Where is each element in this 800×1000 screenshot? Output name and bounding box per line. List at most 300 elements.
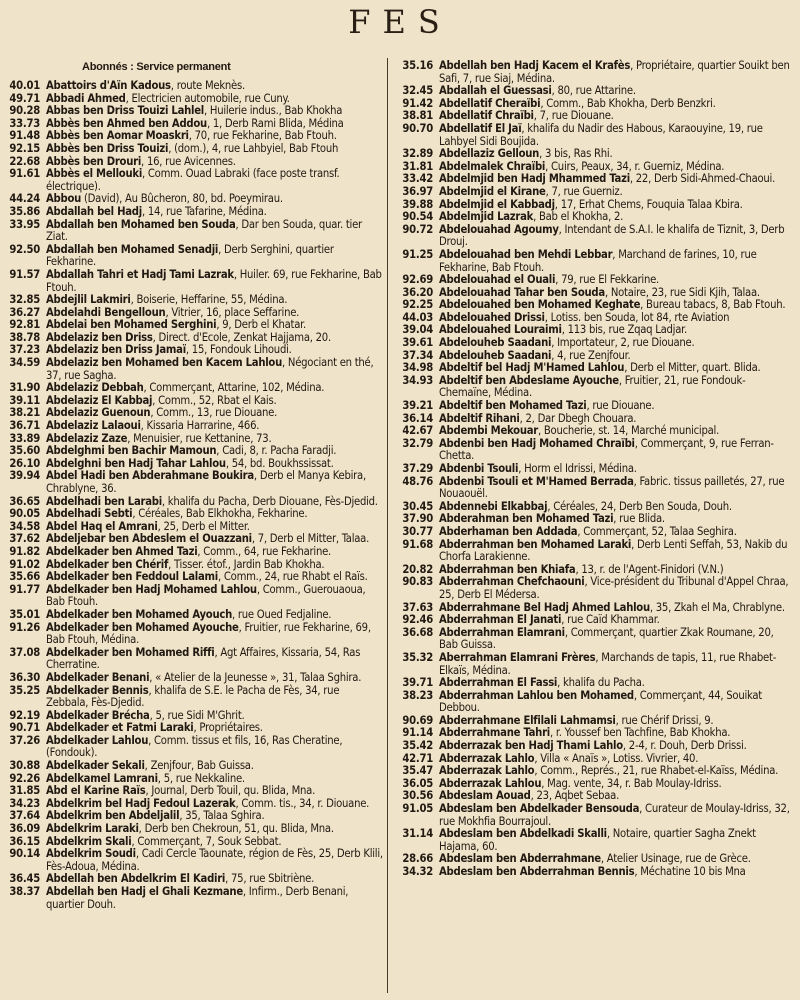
subscriber-details: , Commerçant, 52, Talaa Seghira. — [577, 524, 737, 538]
phone-number: 39.88 — [402, 197, 433, 211]
directory-entry — [395, 476, 795, 501]
phone-number: 35.32 — [402, 650, 433, 664]
entry-text — [439, 652, 795, 677]
subscriber-name: Abdellah ben Abdelkrim El Kadiri — [46, 872, 226, 886]
subscriber-details: , Cadi Cercle Taounate, région de Fès, 25, Derb Klili, Fès-Adoua, Médina. — [46, 847, 383, 873]
subscriber-name: Abdelkrim Laraki — [46, 822, 139, 836]
subscriber-name: Abdelaziz Lalaoui — [46, 419, 141, 433]
directory-entry — [395, 224, 795, 249]
subscriber-name: Abderrazak ben Hadj Thami Lahlo — [439, 739, 623, 753]
subscriber-name: Abdeslam ben Abdelkadi Skalli — [439, 827, 607, 841]
phone-number: 36.14 — [402, 411, 433, 425]
right-column — [395, 60, 795, 879]
subscriber-name: Abdelouahad el Ouali — [439, 273, 556, 287]
phone-number: 30.88 — [9, 759, 40, 773]
subscriber-details: , khalifa de S.E. le Pacha de Fès, 34, rue Zebbala, Fès-Djedid. — [46, 683, 340, 710]
subscriber-details: , Bab el Khokha, 2. — [533, 210, 624, 224]
entry-text — [439, 690, 795, 715]
subscriber-name: Abdellatif Chraïbi — [439, 109, 534, 123]
subscriber-details: , Comm., Guerouaoua, Bab Ftouh. — [46, 582, 366, 609]
phone-number: 37.63 — [402, 600, 433, 614]
subscriber-name: Abbès ben Drouri — [46, 154, 142, 168]
entry-text — [46, 886, 384, 911]
phone-number: 33.42 — [402, 172, 433, 186]
subscriber-details: , 80, rue Attarine. — [551, 84, 636, 98]
subscriber-details: , khalifa du Pacha, Derb Diouane, Fès-Djedid. — [161, 494, 378, 508]
subscriber-details: , Marchands de tapis, 11, rue Rhabet-Elkaïs, Médina. — [439, 650, 777, 677]
page-title: FES — [348, 3, 452, 41]
phone-number: 32.45 — [402, 84, 433, 98]
phone-number: 35.60 — [9, 444, 40, 458]
subscriber-details: , « Atelier de la Jeunesse », 31, Talaa Sghira. — [149, 670, 362, 684]
subscriber-name: Abdelkader Benani — [46, 670, 150, 684]
phone-number: 39.04 — [402, 323, 433, 337]
subscriber-name: Abdallah el Guessasi — [439, 84, 552, 98]
phone-number: 91.48 — [9, 129, 40, 143]
subscriber-name: Abbès ben Driss Touizi — [46, 141, 169, 155]
phone-number: 92.46 — [402, 613, 433, 627]
subscriber-name: Abbès el Mellouki — [46, 167, 143, 181]
subscriber-name: Abdelaziz Debbah — [46, 381, 144, 395]
subscriber-details: , 25, Derb el Mitter. — [157, 519, 250, 533]
phone-number: 91.77 — [9, 582, 40, 596]
subscriber-name: Abdelmjid Lazrak — [439, 210, 534, 224]
phone-number: 92.81 — [9, 318, 40, 332]
subscriber-details: , Direct. d'Ecole, Zenkat Hajjama, 20. — [152, 330, 331, 344]
subscriber-name: Abdellah ben Hadj Kacem el Krafès — [439, 59, 631, 72]
subscriber-details: , Derb Lenti Seffah, 53, Nakib du Chorfa Larakienne. — [439, 537, 788, 564]
phone-number: 91.68 — [402, 537, 433, 551]
subscriber-name: Abdelaziz Zaze — [46, 431, 128, 445]
phone-number: 35.86 — [9, 204, 40, 218]
phone-number: 37.08 — [9, 645, 40, 659]
phone-number: 31.14 — [402, 827, 433, 841]
subscriber-name: Abdelkader ben Mohamed Ayouch — [46, 607, 232, 621]
subscriber-name: Abdelhadi Sebti — [46, 507, 133, 521]
phone-number: 44.03 — [402, 310, 433, 324]
subscriber-name: Abdeslam ben Abderrahman Bennis — [439, 865, 635, 878]
phone-number: 92.50 — [9, 242, 40, 256]
subscriber-name: Abdeltif ben Mohamed Tazi — [439, 399, 587, 413]
phone-number: 44.24 — [9, 192, 40, 206]
subscriber-details: , 7, rue Guerniz. — [545, 184, 623, 198]
subscriber-details: , Derb el Mitter, quart. Blida. — [624, 361, 761, 375]
subscriber-name: Abderrazak Lahlo — [439, 764, 535, 778]
subscriber-details: , Propriétaires. — [193, 721, 263, 735]
subscriber-name: Abdelaziz Guenoun — [46, 406, 151, 420]
directory-entry — [0, 244, 384, 269]
subscriber-details: , Tisser. étof., Jardin Bab Khokha. — [168, 557, 325, 571]
phone-number: 34.59 — [9, 356, 40, 370]
subscriber-name: Abdenbi Tsouli et M'Hamed Berrada — [439, 474, 634, 488]
entry-text — [439, 476, 795, 501]
entry-text — [439, 438, 795, 463]
directory-entry — [395, 60, 795, 85]
phone-number: 36.30 — [9, 670, 40, 684]
subscriber-name: Abdeltif Rihani — [439, 411, 520, 425]
phone-number: 92.69 — [402, 273, 433, 287]
phone-number: 34.98 — [402, 361, 433, 375]
subscriber-details: , 9, Derb el Khatar. — [216, 318, 306, 332]
subscriber-name: Abdeslam ben Abdelkader Bensouda — [439, 802, 640, 816]
entry-text — [439, 866, 795, 879]
subscriber-details: , Villa « Anaïs », Lotiss. Vivrier, 40. — [534, 751, 699, 765]
subscriber-name: Abdeslam ben Abderrahmane — [439, 852, 601, 866]
phone-number: 36.97 — [402, 184, 433, 198]
phone-number: 33.95 — [9, 217, 40, 231]
phone-number: 37.64 — [9, 809, 40, 823]
subscriber-name: Aberrahman Elamrani Frères — [439, 650, 596, 664]
directory-entry — [395, 576, 795, 601]
phone-number: 90.70 — [402, 121, 433, 135]
directory-entry — [395, 249, 795, 274]
phone-number: 90.14 — [9, 847, 40, 861]
phone-number: 92.19 — [9, 708, 40, 722]
subscriber-details: , Huilerie indus., Bab Khokha — [204, 104, 343, 118]
subscriber-details: , Derb el Manya Kebira, Chrablyne, 36. — [46, 469, 366, 495]
phone-number: 34.32 — [402, 865, 433, 878]
subscriber-details: , 16, rue Avicennes. — [141, 154, 236, 168]
phone-number: 39.61 — [402, 336, 433, 350]
phone-number: 36.09 — [9, 822, 40, 836]
subscriber-details: , (dom.), 4, rue Lahbyiel, Bab Ftouh — [168, 141, 339, 155]
entry-text — [439, 828, 795, 853]
subscriber-name: Abdallah ben Mohamed Senadji — [46, 242, 219, 256]
entry-text — [439, 375, 795, 400]
phone-number: 39.71 — [402, 676, 433, 690]
subscriber-name: Abdelmjid ben Hadj Mhammed Tazi — [439, 172, 630, 186]
subscriber-details: , rue Blida. — [613, 512, 665, 526]
subscriber-name: Abdallah Tahri et Hadj Tami Lazrak — [46, 267, 234, 281]
phone-number: 33.73 — [9, 116, 40, 130]
phone-number: 92.25 — [402, 298, 433, 312]
subscriber-name: Abdeltif ben Abdeslame Ayouche — [439, 373, 619, 387]
subscriber-details: , 2, Dar Dbegh Chouara. — [519, 411, 637, 425]
phone-number: 90.72 — [402, 222, 433, 236]
phone-number: 91.14 — [402, 726, 433, 740]
phone-number: 49.71 — [9, 91, 40, 105]
directory-entry — [395, 866, 795, 879]
subscriber-details: , rue Chérif Drissi, 9. — [615, 713, 714, 727]
entry-text — [46, 685, 384, 710]
subscriber-details: , Cadi, 8, r. Pacha Faradji. — [216, 444, 337, 458]
phone-number: 37.90 — [402, 512, 433, 526]
subscriber-details: , Commerçant, quartier Zkak Roumane, 20, Bab Guissa. — [439, 625, 774, 652]
subscriber-name: Abdelkader Sekali — [46, 759, 145, 773]
subscriber-name: Abderrahman Chefchaouni — [439, 575, 585, 589]
subscriber-details: , Cuirs, Peaux, 34, r. Guerniz, Médina. — [545, 159, 725, 173]
subscriber-details: , Comm. tis., 34, r. Diouane. — [235, 796, 370, 810]
subscriber-name: Abdelaziz ben Mohamed ben Kacem Lahlou — [46, 356, 283, 370]
phone-number: 30.77 — [402, 524, 433, 538]
phone-number: 35.42 — [402, 739, 433, 753]
phone-number: 31.90 — [9, 381, 40, 395]
subscriber-name: Abdelahdi Bengelloun — [46, 305, 166, 319]
subscriber-details: , Notaire, quartier Sagha Znekt Hajama, 60. — [439, 827, 756, 853]
entry-text — [439, 803, 795, 828]
subscriber-details: , 3 bis, Ras Rhi. — [539, 147, 613, 161]
subscriber-details: , Vice-président du Tribunal d'Appel Chraa, 25, Derb El Médersa. — [439, 575, 789, 601]
phone-number: 32.79 — [402, 436, 433, 450]
subscriber-details: , Atelier Usinage, rue de Grèce. — [600, 852, 751, 866]
subscriber-details: , 113 bis, rue Zqaq Ladjar. — [561, 323, 687, 337]
subscriber-name: Abdelkrim bel Hadj Fedoul Lazerak — [46, 796, 236, 810]
subscriber-name: Abdenbi Tsouli — [439, 462, 519, 475]
phone-number: 34.93 — [402, 373, 433, 387]
directory-entry — [0, 622, 384, 647]
directory-entry — [0, 647, 384, 672]
phone-number: 90.83 — [402, 575, 433, 589]
subscriber-details: , 70, rue Fekharine, Bab Ftouh. — [188, 129, 337, 143]
directory-entry — [0, 357, 384, 382]
subscriber-name: Abderhaman ben Addada — [439, 524, 578, 538]
phone-number: 36.45 — [9, 872, 40, 886]
subscriber-details: , rue Diouane. — [586, 399, 655, 413]
phone-number: 38.78 — [9, 330, 40, 344]
subscriber-name: Abdelkrim Skali — [46, 834, 132, 848]
subscriber-name: Abdelmjid el Kabbadj — [439, 197, 555, 211]
phone-number: 30.56 — [402, 789, 433, 803]
entry-text — [46, 219, 384, 244]
subscriber-name: Abderrahmane Tahri — [439, 726, 550, 740]
subscriber-details: , 17, Erhat Chems, Fouquia Talaa Kbira. — [554, 197, 743, 211]
phone-number: 34.58 — [9, 519, 40, 533]
subscriber-name: Abdelkrim Soudi — [46, 847, 136, 861]
phone-number: 38.21 — [9, 406, 40, 420]
subscriber-name: Abderrahman El Fassi — [439, 676, 558, 690]
subscriber-name: Abdelkader ben Mohamed Ayouche — [46, 620, 239, 634]
subscriber-details: , Comm., Bab Khokha, Derb Benzkri. — [540, 96, 716, 110]
subscriber-details: , Journal, Derb Touil, qu. Blida, Mna. — [145, 784, 316, 798]
subscriber-name: Abdelghmi ben Bachir Mamoun — [46, 444, 217, 458]
phone-number: 90.05 — [9, 507, 40, 521]
phone-number: 35.01 — [9, 607, 40, 621]
subscriber-details: , Horm el Idrissi, Médina. — [518, 462, 637, 475]
subscriber-name: Abdelmjid el Kirane — [439, 184, 546, 198]
subscriber-details: , Mag. vente, 34, r. Bab Moulay-Idriss. — [541, 776, 722, 790]
subscriber-name: Abderrazak Lahlou — [439, 776, 542, 790]
subscriber-name: Abdel Haq el Amrani — [46, 519, 158, 533]
entry-text — [46, 269, 384, 294]
subscriber-details: , 35, Zkah el Ma, Chrablyne. — [649, 600, 785, 614]
subscriber-details: , r. Youssef ben Tachfine, Bab Khokha. — [549, 726, 731, 740]
phone-number: 36.05 — [402, 776, 433, 790]
subscriber-name: Abdelkader ben Mohamed Riffi — [46, 645, 215, 659]
entry-text — [46, 622, 384, 647]
subscriber-name: Abdelmalek Chraïbi — [439, 159, 546, 173]
subscriber-name: Abdelkader Bennis — [46, 683, 149, 697]
phone-number: 36.20 — [402, 285, 433, 299]
subscriber-name: Abdeltif bel Hadj M'Hamed Lahlou — [439, 361, 625, 375]
phone-number: 20.82 — [402, 562, 433, 576]
directory-entry — [395, 652, 795, 677]
subscriber-details: , Comm., 13, rue Diouane. — [150, 406, 278, 420]
subscriber-details: , 75, rue Sbitriène. — [225, 872, 315, 886]
entry-text — [46, 848, 384, 873]
subscriber-name: Abdelouahad ben Mehdi Lebbar — [439, 247, 613, 261]
phone-number: 35.16 — [402, 59, 433, 72]
subscriber-details: , 7, rue Diouane. — [533, 109, 614, 123]
subscriber-name: Abdelouheb Saadani — [439, 336, 552, 350]
subscriber-name: Abdelkader ben Hadj Mohamed Lahlou — [46, 582, 257, 596]
directory-entry — [395, 539, 795, 564]
subscriber-name: Abdelouahed ben Mohamed Keghate — [439, 298, 641, 312]
phone-number: 91.82 — [9, 544, 40, 558]
phone-number: 36.71 — [9, 419, 40, 433]
subscriber-name: Abdelkamel Lamrani — [46, 771, 158, 785]
entry-text — [439, 123, 795, 148]
subscriber-name: Abderrahman ben Khiafa — [439, 562, 576, 576]
entry-text — [46, 647, 384, 672]
subscriber-name: Abdelaziz ben Driss — [46, 330, 153, 344]
phone-number: 39.21 — [402, 399, 433, 413]
phone-number: 37.34 — [402, 348, 433, 362]
phone-number: 91.05 — [402, 802, 433, 816]
section-title: Abonnés : Service permanent — [82, 61, 231, 73]
subscriber-name: Abdallah ben Mohamed ben Souda — [46, 217, 236, 231]
subscriber-details: , rue Caïd Khammar. — [561, 613, 660, 627]
subscriber-name: Abdellatif Cheraïbi — [439, 96, 541, 110]
subscriber-details: , 23, Aqbet Sebaa. — [530, 789, 620, 803]
directory-entry — [395, 438, 795, 463]
subscriber-details: , Vitrier, 16, place Seffarine. — [165, 305, 300, 319]
subscriber-details: , Derb ben Chekroun, 51, qu. Blida, Mna. — [138, 822, 334, 836]
entry-text — [439, 60, 795, 85]
directory-entry — [0, 470, 384, 495]
subscriber-details: , Huiler. 69, rue Fekharine, Bab Ftouh. — [46, 267, 382, 294]
directory-entry — [395, 803, 795, 828]
directory-entry — [395, 828, 795, 853]
phone-number: 36.15 — [9, 834, 40, 848]
subscriber-details: , 14, rue Tafarine, Médina. — [141, 204, 267, 218]
subscriber-name: Abdelkader ben Ahmed Tazi — [46, 544, 198, 558]
subscriber-details: , Négociant en thé, 37, rue Sagha. — [46, 356, 374, 382]
subscriber-name: Abdellaziz Gelloun — [439, 147, 540, 161]
phone-number: 32.89 — [402, 147, 433, 161]
phone-number: 39.94 — [9, 469, 40, 483]
directory-entry — [0, 269, 384, 294]
phone-number: 34.23 — [9, 796, 40, 810]
subscriber-details: , Comm., 24, rue Rhabt el Raïs. — [217, 570, 368, 584]
subscriber-name: Abdelkader ben Feddoul Lalami — [46, 570, 218, 584]
phone-number: 91.57 — [9, 267, 40, 281]
subscriber-details: , Electricien automobile, rue Cuny. — [125, 91, 290, 105]
phone-number: 90.28 — [9, 104, 40, 118]
directory-entry — [0, 168, 384, 193]
subscriber-name: Abdembi Mekouar — [439, 424, 538, 438]
phone-number: 42.67 — [402, 424, 433, 438]
phone-number: 28.66 — [402, 852, 433, 866]
phone-number: 40.01 — [9, 79, 40, 92]
phone-number: 37.23 — [9, 343, 40, 357]
subscriber-details: , Céréales, Bab Elkhokha, Fekharine. — [132, 507, 308, 521]
subscriber-details: , Comm., 64, rue Fekharine. — [197, 544, 331, 558]
entry-text — [46, 357, 384, 382]
subscriber-details: , khalifa du Pacha. — [557, 676, 645, 690]
subscriber-details: , 5, rue Nekkaline. — [157, 771, 245, 785]
subscriber-name: Abdejlil Lakmiri — [46, 293, 131, 307]
subscriber-name: Abdelghni ben Hadj Tahar Lahlou — [46, 456, 226, 470]
subscriber-name: Abbès ben Aomar Moaskri — [46, 129, 189, 143]
phone-number: 31.81 — [402, 159, 433, 173]
entry-text — [439, 224, 795, 249]
subscriber-name: Abderrahman Elamrani — [439, 625, 565, 639]
subscriber-name: Abderahman ben Mohamed Tazi — [439, 512, 614, 526]
directory-entry — [0, 848, 384, 873]
subscriber-details: , Derb Serghini, quartier Fekharine. — [46, 242, 334, 269]
subscriber-details: (David), Au Bûcheron, 80, bd. Poeymirau. — [81, 192, 283, 206]
phone-number: 48.76 — [402, 474, 433, 488]
subscriber-name: Abdelaziz El Kabbaj — [46, 393, 153, 407]
subscriber-details: , 22, Derb Sidi-Ahmed-Chaoui. — [629, 172, 776, 186]
subscriber-details: , Fruitier, rue Fekharine, 69, Bab Ftouh, Médina. — [46, 620, 371, 647]
phone-number: 39.11 — [9, 393, 40, 407]
subscriber-name: Abattoirs d'Aïn Kadous — [46, 79, 171, 92]
subscriber-details: , Céréales, 24, Derb Ben Souda, Douh. — [547, 499, 732, 513]
subscriber-details: , 35, Talaa Sghira. — [179, 809, 265, 823]
phone-number: 36.27 — [9, 305, 40, 319]
subscriber-details: , 13, r. de l'Agent-Finidori (V.N.) — [575, 562, 724, 576]
subscriber-name: Abdelhadi ben Larabi — [46, 494, 162, 508]
phone-number: 36.65 — [9, 494, 40, 508]
subscriber-details: , Commerçant, Attarine, 102, Médina. — [143, 381, 325, 395]
subscriber-name: Abdellatif El Jaï — [439, 121, 522, 135]
phone-number: 90.69 — [402, 713, 433, 727]
subscriber-name: Abdelkader Lahlou — [46, 733, 149, 747]
subscriber-details: , 2-4, r. Douh, Derb Drissi. — [622, 739, 747, 753]
phone-number: 91.61 — [9, 167, 40, 181]
subscriber-details: , Propriétaire, quartier Souikt ben Safi, 7, rue Siaj, Médina. — [439, 59, 790, 85]
entry-text — [439, 627, 795, 652]
phone-number: 32.85 — [9, 293, 40, 307]
subscriber-details: , Lotiss. ben Souda, lot 84, rte Aviation — [544, 310, 730, 324]
subscriber-name: Abdelouahed Louraimi — [439, 323, 562, 337]
left-column — [0, 60, 384, 911]
subscriber-details: , Marchand de farines, 10, rue Fekharine, Bab Ftouh. — [439, 247, 757, 274]
subscriber-name: Abdelkader ben Chérif — [46, 557, 169, 571]
phone-number: 38.37 — [9, 885, 40, 898]
subscriber-details: , Comm., Représ., 21, rue Rhabet-el-Kaïss, Médina. — [534, 764, 779, 778]
subscriber-name: Abdelkader et Fatmi Laraki — [46, 721, 194, 735]
subscriber-details: , Dar ben Souda, quar. tier Ziat. — [46, 217, 362, 244]
subscriber-name: Abderrazak Lahlo — [439, 751, 535, 765]
subscriber-details: , route Meknès. — [170, 79, 245, 92]
phone-number: 91.25 — [402, 247, 433, 261]
directory-entry — [0, 584, 384, 609]
subscriber-name: Abd el Karine Raïs — [46, 784, 146, 798]
subscriber-details: , Commerçant, 44, Souikat Debbou. — [439, 688, 762, 715]
subscriber-name: Abdel Hadi ben Abderahmane Boukira — [46, 469, 254, 483]
subscriber-name: Abbadi Ahmed — [46, 91, 126, 105]
subscriber-details: , Zenjfour, Bab Guissa. — [144, 759, 254, 773]
subscriber-name: Abdelai ben Mohamed Serghini — [46, 318, 217, 332]
directory-entry — [0, 219, 384, 244]
subscriber-name: Abdelkrim ben Abdeljalil — [46, 809, 180, 823]
phone-number: 36.68 — [402, 625, 433, 639]
subscriber-details: , 1, Derb Rami Blida, Médina — [206, 116, 344, 130]
phone-number: 35.66 — [9, 570, 40, 584]
subscriber-name: Abderrahman ben Mohamed Laraki — [439, 537, 632, 551]
phone-number: 37.62 — [9, 532, 40, 546]
subscriber-details: , Kissaria Harrarine, 466. — [140, 419, 260, 433]
entry-text — [46, 735, 384, 760]
subscriber-details: , Méchatine 10 bis Mna — [634, 865, 746, 878]
phone-number: 30.45 — [402, 499, 433, 513]
subscriber-name: Abderrahmane Bel Hadj Ahmed Lahlou — [439, 600, 650, 614]
subscriber-details: , Fruitier, 21, rue Fondouk-Chemaïne, Médina. — [439, 373, 746, 400]
phone-number: 38.23 — [402, 688, 433, 702]
left-entry-list — [0, 80, 384, 911]
